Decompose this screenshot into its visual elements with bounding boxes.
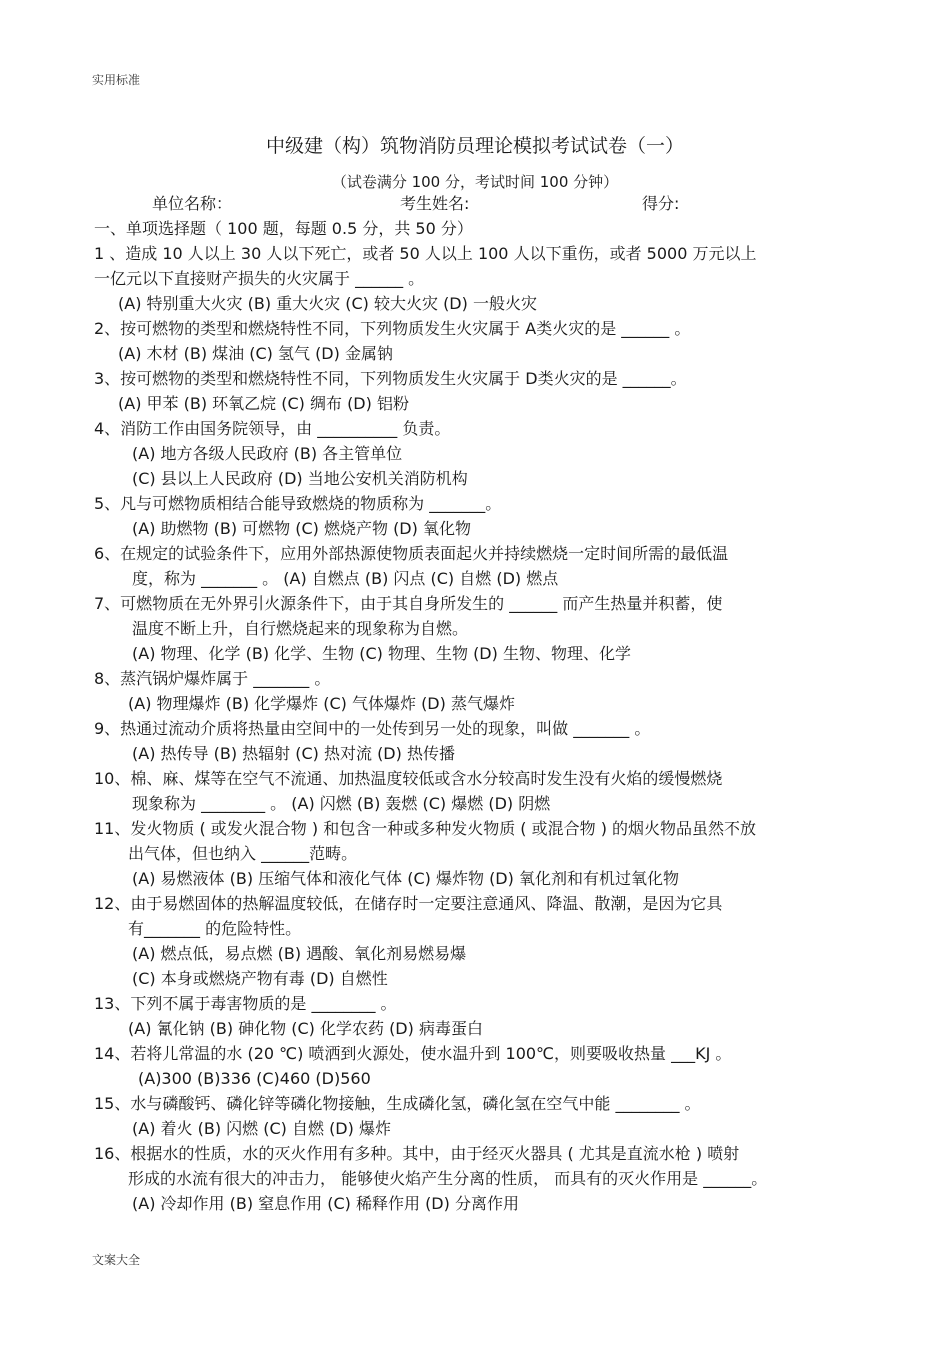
- text-line: (A) 物理、化学 (B) 化学、生物 (C) 物理、生物 (D) 生物、物理、化学: [132, 644, 631, 663]
- text-line: 形成的水流有很大的冲击力， 能够使火焰产生分离的性质， 而具有的灭火作用是 ______。: [128, 1169, 768, 1188]
- text-line: (A) 特别重大火灾 (B) 重大火灾 (C) 较大火灾 (D) 一般火灾: [118, 294, 537, 313]
- text-line: (A) 甲苯 (B) 环氧乙烷 (C) 绸布 (D) 铝粉: [118, 394, 409, 413]
- text-line: 4、消防工作由国务院领导，由 __________ 负责。: [94, 419, 451, 438]
- text-line: (A) 易燃液体 (B) 压缩气体和液化气体 (C) 爆炸物 (D) 氧化剂和有机过氧化物: [132, 869, 679, 888]
- text-line: (A) 燃点低，易点燃 (B) 遇酸、氧化剂易燃易爆: [132, 944, 467, 963]
- page-header: 实用标准: [92, 73, 141, 87]
- text-line: (A) 冷却作用 (B) 窒息作用 (C) 稀释作用 (D) 分离作用: [132, 1194, 519, 1213]
- text-line: (A) 地方各级人民政府 (B) 各主管单位: [132, 444, 403, 463]
- text-line: 12、由于易燃固体的热解温度较低，在储存时一定要注意通风、降温、散潮，是因为它具: [94, 894, 723, 913]
- text-line: 一亿元以下直接财产损失的火灾属于 ______ 。: [94, 269, 425, 288]
- page-footer: 文案大全: [92, 1253, 141, 1267]
- score-label: 得分:: [642, 194, 680, 213]
- text-line: 13、下列不属于毒害物质的是 ________ 。: [94, 994, 397, 1013]
- text-line: 温度不断上升，自行燃烧起来的现象称为自燃。: [132, 619, 469, 638]
- text-line: (C) 本身或燃烧产物有毒 (D) 自燃性: [132, 969, 388, 988]
- text-line: 8、蒸汽锅炉爆炸属于 _______ 。: [94, 669, 331, 688]
- text-line: 14、若将儿常温的水 (20 ℃) 喷洒到火源处，使水温升到 100℃，则要吸收热量 ___KJ 。: [94, 1044, 732, 1063]
- text-line: 现象称为 ________ 。 (A) 闪燃 (B) 轰燃 (C) 爆燃 (D) 阴燃: [132, 794, 551, 813]
- text-line: 2、按可燃物的类型和燃烧特性不同，下列物质发生火灾属于 A类火灾的是 ______ 。: [94, 319, 691, 338]
- text-line: 16、根据水的性质，水的灭火作用有多种。其中，由于经灭火器具 ( 尤其是直流水枪 ) 喷射: [94, 1144, 740, 1163]
- text-line: 9、热通过流动介质将热量由空间中的一处传到另一处的现象，叫做 _______ 。: [94, 719, 651, 738]
- text-line: 7、可燃物质在无外界引火源条件下，由于其自身所发生的 ______ 而产生热量并积蓄，使: [94, 594, 723, 613]
- section-heading: 一、单项选择题（ 100 题，每题 0.5 分，共 50 分）: [94, 219, 473, 238]
- text-line: 出气体，但也纳入 ______范畴。: [128, 844, 358, 863]
- text-line: (A) 物理爆炸 (B) 化学爆炸 (C) 气体爆炸 (D) 蒸气爆炸: [128, 694, 515, 713]
- text-line: (A) 热传导 (B) 热辐射 (C) 热对流 (D) 热传播: [132, 744, 455, 763]
- text-line: 5、凡与可燃物质相结合能导致燃烧的物质称为 _______。: [94, 494, 502, 513]
- text-line: (A) 氰化钠 (B) 砷化物 (C) 化学农药 (D) 病毒蛋白: [128, 1019, 483, 1038]
- text-line: 10、棉、麻、煤等在空气不流通、加热温度较低或含水分较高时发生没有火焰的缓慢燃烧: [94, 769, 723, 788]
- text-line: 6、在规定的试验条件下，应用外部热源使物质表面起火并持续燃烧一定时间所需的最低温: [94, 544, 729, 563]
- text-line: 3、按可燃物的类型和燃烧特性不同，下列物质发生火灾属于 D类火灾的是 ______。: [94, 369, 687, 388]
- text-line: (A) 木材 (B) 煤油 (C) 氢气 (D) 金属钠: [118, 344, 393, 363]
- exam-subtitle: （试卷满分 100 分，考试时间 100 分钟）: [331, 173, 619, 191]
- text-line: (A) 着火 (B) 闪燃 (C) 自燃 (D) 爆炸: [132, 1119, 391, 1138]
- text-line: (A) 助燃物 (B) 可燃物 (C) 燃烧产物 (D) 氧化物: [132, 519, 471, 538]
- text-line: 有_______ 的危险特性。: [128, 919, 302, 938]
- candidate-name-label: 考生姓名:: [400, 194, 470, 213]
- text-line: 1 、造成 10 人以上 30 人以下死亡，或者 50 人以上 100 人以下重伤，或者 5000 万元以上: [94, 244, 757, 263]
- text-line: (C) 县以上人民政府 (D) 当地公安机关消防机构: [132, 469, 468, 488]
- text-line: 15、水与磷酸钙、磷化锌等磷化物接触，生成磷化氢，磷化氢在空气中能 ________ 。: [94, 1094, 701, 1113]
- text-line: 度，称为 _______ 。 (A) 自燃点 (B) 闪点 (C) 自燃 (D) 燃点: [132, 569, 559, 588]
- text-line: (A)300 (B)336 (C)460 (D)560: [138, 1069, 371, 1088]
- unit-name-label: 单位名称：: [152, 194, 233, 213]
- text-line: 11、发火物质 ( 或发火混合物 ) 和包含一种或多种发火物质 ( 或混合物 ) 的烟火物品虽然不放: [94, 819, 757, 838]
- exam-title: 中级建（构）筑物消防员理论模拟考试试卷（一）: [265, 135, 684, 157]
